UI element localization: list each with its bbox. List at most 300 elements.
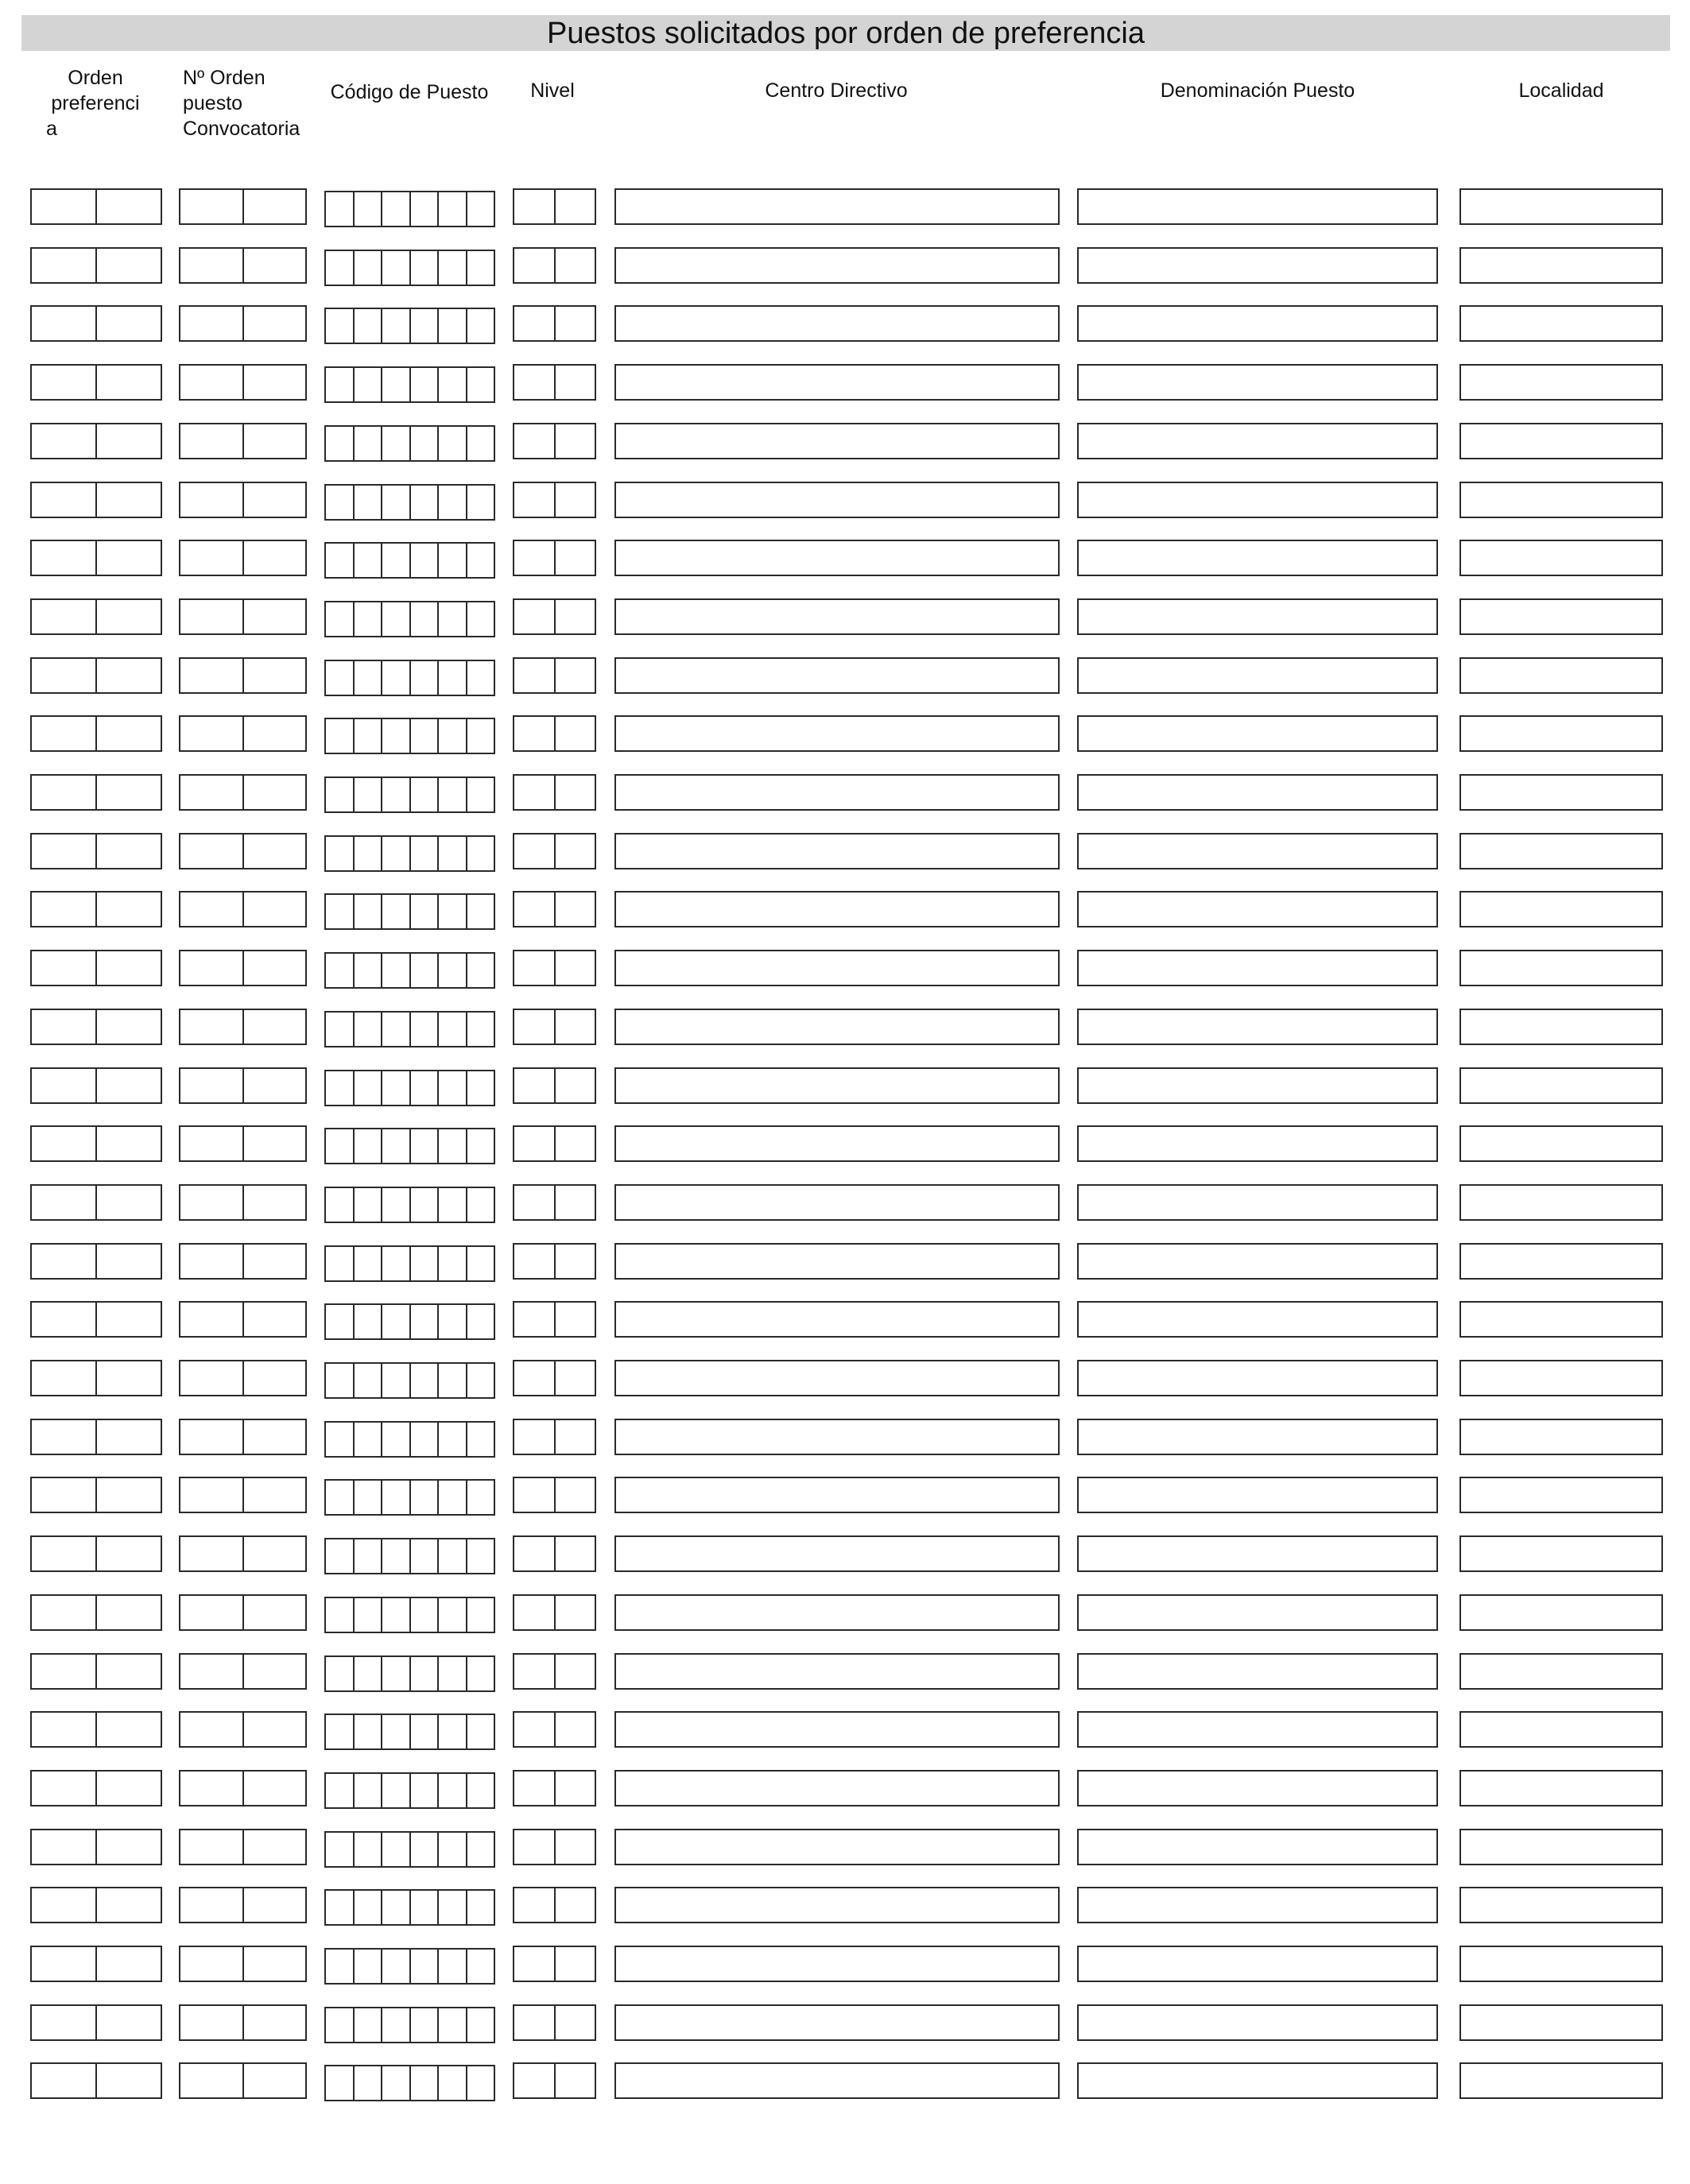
- denominacion-puesto-cell[interactable]: [1079, 659, 1436, 692]
- nivel-cell[interactable]: [514, 1537, 554, 1570]
- codigo-puesto-field[interactable]: [324, 250, 495, 286]
- localidad-field[interactable]: [1459, 1770, 1663, 1806]
- orden-preferencia-field[interactable]: [30, 1301, 162, 1338]
- denominacion-puesto-field[interactable]: [1077, 1477, 1438, 1513]
- orden-preferencia-cell[interactable]: [95, 1420, 161, 1454]
- orden-preferencia-cell[interactable]: [32, 366, 95, 399]
- localidad-field[interactable]: [1459, 1067, 1663, 1104]
- nivel-field[interactable]: [513, 1887, 596, 1923]
- denominacion-puesto-cell[interactable]: [1079, 366, 1436, 399]
- nivel-field[interactable]: [513, 1009, 596, 1045]
- codigo-puesto-field[interactable]: [324, 1070, 495, 1106]
- codigo-puesto-field[interactable]: [324, 2065, 495, 2101]
- nivel-cell[interactable]: [554, 1713, 595, 1746]
- localidad-cell[interactable]: [1461, 1478, 1661, 1512]
- codigo-puesto-cell[interactable]: [437, 1071, 466, 1105]
- centro-directivo-field[interactable]: [614, 1887, 1060, 1923]
- nivel-cell[interactable]: [554, 1186, 595, 1219]
- codigo-puesto-cell[interactable]: [437, 1598, 466, 1632]
- n-orden-puesto-cell[interactable]: [180, 1361, 242, 1395]
- n-orden-puesto-cell[interactable]: [242, 717, 306, 750]
- localidad-field[interactable]: [1459, 305, 1663, 342]
- n-orden-puesto-cell[interactable]: [242, 1713, 306, 1746]
- codigo-puesto-cell[interactable]: [326, 1305, 353, 1338]
- denominacion-puesto-field[interactable]: [1077, 1360, 1438, 1396]
- orden-preferencia-field[interactable]: [30, 305, 162, 342]
- n-orden-puesto-cell[interactable]: [180, 190, 242, 223]
- codigo-puesto-field[interactable]: [324, 1245, 495, 1282]
- codigo-puesto-cell[interactable]: [353, 1715, 382, 1748]
- codigo-puesto-cell[interactable]: [326, 2066, 353, 2100]
- n-orden-puesto-cell[interactable]: [180, 2064, 242, 2097]
- nivel-cell[interactable]: [554, 424, 595, 458]
- denominacion-puesto-cell[interactable]: [1079, 1888, 1436, 1922]
- codigo-puesto-cell[interactable]: [409, 1071, 438, 1105]
- codigo-puesto-field[interactable]: [324, 1128, 495, 1164]
- codigo-puesto-cell[interactable]: [466, 1305, 494, 1338]
- centro-directivo-field[interactable]: [614, 423, 1060, 459]
- orden-preferencia-field[interactable]: [30, 1829, 162, 1865]
- codigo-puesto-cell[interactable]: [381, 1481, 409, 1514]
- n-orden-puesto-cell[interactable]: [242, 776, 306, 809]
- centro-directivo-cell[interactable]: [616, 1127, 1058, 1160]
- nivel-field[interactable]: [513, 2062, 596, 2099]
- codigo-puesto-cell[interactable]: [381, 1950, 409, 1983]
- codigo-puesto-cell[interactable]: [409, 778, 438, 811]
- codigo-puesto-cell[interactable]: [353, 1539, 382, 1573]
- n-orden-puesto-field[interactable]: [179, 1067, 307, 1104]
- codigo-puesto-cell[interactable]: [353, 954, 382, 987]
- orden-preferencia-cell[interactable]: [32, 1478, 95, 1512]
- codigo-puesto-cell[interactable]: [353, 1481, 382, 1514]
- centro-directivo-cell[interactable]: [616, 1772, 1058, 1805]
- codigo-puesto-cell[interactable]: [409, 837, 438, 870]
- codigo-puesto-cell[interactable]: [353, 1657, 382, 1690]
- codigo-puesto-cell[interactable]: [466, 544, 494, 577]
- orden-preferencia-cell[interactable]: [95, 1186, 161, 1219]
- nivel-cell[interactable]: [514, 600, 554, 633]
- centro-directivo-cell[interactable]: [616, 776, 1058, 809]
- centro-directivo-cell[interactable]: [616, 1596, 1058, 1629]
- denominacion-puesto-field[interactable]: [1077, 2004, 1438, 2041]
- nivel-field[interactable]: [513, 715, 596, 752]
- codigo-puesto-cell[interactable]: [466, 1423, 494, 1456]
- orden-preferencia-cell[interactable]: [32, 893, 95, 926]
- centro-directivo-field[interactable]: [614, 1946, 1060, 1982]
- n-orden-puesto-cell[interactable]: [180, 1830, 242, 1864]
- n-orden-puesto-cell[interactable]: [180, 600, 242, 633]
- codigo-puesto-cell[interactable]: [409, 1013, 438, 1046]
- centro-directivo-field[interactable]: [614, 482, 1060, 518]
- orden-preferencia-cell[interactable]: [95, 834, 161, 868]
- denominacion-puesto-cell[interactable]: [1079, 190, 1436, 223]
- orden-preferencia-cell[interactable]: [32, 1186, 95, 1219]
- n-orden-puesto-field[interactable]: [179, 715, 307, 752]
- n-orden-puesto-cell[interactable]: [242, 893, 306, 926]
- nivel-cell[interactable]: [514, 1772, 554, 1805]
- orden-preferencia-cell[interactable]: [95, 893, 161, 926]
- denominacion-puesto-field[interactable]: [1077, 305, 1438, 342]
- n-orden-puesto-cell[interactable]: [180, 1420, 242, 1454]
- centro-directivo-field[interactable]: [614, 1125, 1060, 1162]
- codigo-puesto-cell[interactable]: [326, 1891, 353, 1924]
- orden-preferencia-cell[interactable]: [32, 951, 95, 985]
- codigo-puesto-cell[interactable]: [381, 251, 409, 285]
- orden-preferencia-field[interactable]: [30, 1711, 162, 1748]
- orden-preferencia-cell[interactable]: [95, 1537, 161, 1570]
- codigo-puesto-cell[interactable]: [353, 544, 382, 577]
- codigo-puesto-cell[interactable]: [409, 486, 438, 519]
- denominacion-puesto-cell[interactable]: [1079, 1069, 1436, 1102]
- denominacion-puesto-field[interactable]: [1077, 423, 1438, 459]
- centro-directivo-field[interactable]: [614, 774, 1060, 811]
- localidad-cell[interactable]: [1461, 1772, 1661, 1805]
- n-orden-puesto-cell[interactable]: [180, 1186, 242, 1219]
- n-orden-puesto-cell[interactable]: [180, 541, 242, 575]
- orden-preferencia-field[interactable]: [30, 247, 162, 284]
- nivel-field[interactable]: [513, 423, 596, 459]
- codigo-puesto-cell[interactable]: [409, 1598, 438, 1632]
- orden-preferencia-cell[interactable]: [32, 1655, 95, 1688]
- orden-preferencia-cell[interactable]: [95, 190, 161, 223]
- codigo-puesto-cell[interactable]: [353, 1188, 382, 1222]
- codigo-puesto-field[interactable]: [324, 2007, 495, 2043]
- n-orden-puesto-cell[interactable]: [242, 1888, 306, 1922]
- codigo-puesto-cell[interactable]: [326, 1364, 353, 1397]
- orden-preferencia-cell[interactable]: [32, 483, 95, 517]
- centro-directivo-cell[interactable]: [616, 1830, 1058, 1864]
- codigo-puesto-field[interactable]: [324, 893, 495, 930]
- nivel-field[interactable]: [513, 1184, 596, 1221]
- nivel-cell[interactable]: [554, 1655, 595, 1688]
- n-orden-puesto-field[interactable]: [179, 423, 307, 459]
- centro-directivo-cell[interactable]: [616, 1713, 1058, 1746]
- codigo-puesto-cell[interactable]: [437, 895, 466, 928]
- denominacion-puesto-field[interactable]: [1077, 1125, 1438, 1162]
- codigo-puesto-cell[interactable]: [353, 309, 382, 343]
- codigo-puesto-cell[interactable]: [381, 1774, 409, 1807]
- n-orden-puesto-cell[interactable]: [242, 190, 306, 223]
- denominacion-puesto-field[interactable]: [1077, 950, 1438, 986]
- nivel-cell[interactable]: [554, 1245, 595, 1278]
- codigo-puesto-field[interactable]: [324, 1479, 495, 1516]
- nivel-field[interactable]: [513, 1829, 596, 1865]
- orden-preferencia-cell[interactable]: [32, 1947, 95, 1981]
- nivel-cell[interactable]: [514, 366, 554, 399]
- codigo-puesto-cell[interactable]: [353, 427, 382, 460]
- centro-directivo-cell[interactable]: [616, 893, 1058, 926]
- orden-preferencia-cell[interactable]: [32, 307, 95, 340]
- n-orden-puesto-field[interactable]: [179, 247, 307, 284]
- codigo-puesto-cell[interactable]: [409, 427, 438, 460]
- nivel-field[interactable]: [513, 1360, 596, 1396]
- nivel-field[interactable]: [513, 1301, 596, 1338]
- centro-directivo-field[interactable]: [614, 1770, 1060, 1806]
- denominacion-puesto-cell[interactable]: [1079, 1420, 1436, 1454]
- codigo-puesto-cell[interactable]: [326, 309, 353, 343]
- orden-preferencia-field[interactable]: [30, 188, 162, 225]
- n-orden-puesto-cell[interactable]: [180, 893, 242, 926]
- codigo-puesto-cell[interactable]: [353, 1013, 382, 1046]
- denominacion-puesto-field[interactable]: [1077, 2062, 1438, 2099]
- nivel-field[interactable]: [513, 1535, 596, 1572]
- codigo-puesto-cell[interactable]: [437, 1423, 466, 1456]
- codigo-puesto-cell[interactable]: [326, 1833, 353, 1866]
- denominacion-puesto-cell[interactable]: [1079, 1127, 1436, 1160]
- nivel-field[interactable]: [513, 598, 596, 635]
- centro-directivo-cell[interactable]: [616, 366, 1058, 399]
- n-orden-puesto-cell[interactable]: [242, 1537, 306, 1570]
- localidad-cell[interactable]: [1461, 190, 1661, 223]
- orden-preferencia-field[interactable]: [30, 1360, 162, 1396]
- codigo-puesto-cell[interactable]: [381, 427, 409, 460]
- n-orden-puesto-cell[interactable]: [242, 1420, 306, 1454]
- codigo-puesto-cell[interactable]: [381, 2066, 409, 2100]
- codigo-puesto-cell[interactable]: [466, 1774, 494, 1807]
- codigo-puesto-cell[interactable]: [326, 1013, 353, 1046]
- codigo-puesto-cell[interactable]: [353, 368, 382, 401]
- nivel-field[interactable]: [513, 2004, 596, 2041]
- codigo-puesto-cell[interactable]: [409, 1833, 438, 1866]
- centro-directivo-field[interactable]: [614, 1594, 1060, 1631]
- denominacion-puesto-field[interactable]: [1077, 774, 1438, 811]
- codigo-puesto-cell[interactable]: [381, 1364, 409, 1397]
- n-orden-puesto-field[interactable]: [179, 1419, 307, 1455]
- codigo-puesto-cell[interactable]: [466, 1657, 494, 1690]
- n-orden-puesto-field[interactable]: [179, 1594, 307, 1631]
- n-orden-puesto-field[interactable]: [179, 188, 307, 225]
- centro-directivo-cell[interactable]: [616, 717, 1058, 750]
- nivel-cell[interactable]: [514, 1186, 554, 1219]
- codigo-puesto-field[interactable]: [324, 660, 495, 696]
- n-orden-puesto-field[interactable]: [179, 1009, 307, 1045]
- localidad-field[interactable]: [1459, 247, 1663, 284]
- n-orden-puesto-cell[interactable]: [180, 249, 242, 282]
- codigo-puesto-cell[interactable]: [409, 1305, 438, 1338]
- n-orden-puesto-cell[interactable]: [242, 541, 306, 575]
- nivel-cell[interactable]: [514, 1245, 554, 1278]
- orden-preferencia-cell[interactable]: [32, 1127, 95, 1160]
- centro-directivo-field[interactable]: [614, 833, 1060, 869]
- denominacion-puesto-cell[interactable]: [1079, 1655, 1436, 1688]
- codigo-puesto-cell[interactable]: [381, 602, 409, 636]
- codigo-puesto-cell[interactable]: [381, 486, 409, 519]
- codigo-puesto-field[interactable]: [324, 1772, 495, 1809]
- localidad-cell[interactable]: [1461, 659, 1661, 692]
- codigo-puesto-cell[interactable]: [353, 1598, 382, 1632]
- codigo-puesto-cell[interactable]: [353, 1774, 382, 1807]
- orden-preferencia-field[interactable]: [30, 833, 162, 869]
- n-orden-puesto-cell[interactable]: [180, 1596, 242, 1629]
- orden-preferencia-cell[interactable]: [95, 1772, 161, 1805]
- orden-preferencia-field[interactable]: [30, 1946, 162, 1982]
- codigo-puesto-cell[interactable]: [466, 895, 494, 928]
- centro-directivo-cell[interactable]: [616, 1010, 1058, 1044]
- localidad-cell[interactable]: [1461, 1361, 1661, 1395]
- orden-preferencia-field[interactable]: [30, 1243, 162, 1280]
- codigo-puesto-cell[interactable]: [326, 954, 353, 987]
- n-orden-puesto-cell[interactable]: [180, 659, 242, 692]
- nivel-cell[interactable]: [554, 951, 595, 985]
- codigo-puesto-cell[interactable]: [437, 2066, 466, 2100]
- codigo-puesto-cell[interactable]: [326, 1188, 353, 1222]
- nivel-cell[interactable]: [554, 1478, 595, 1512]
- localidad-cell[interactable]: [1461, 2064, 1661, 2097]
- nivel-cell[interactable]: [514, 2064, 554, 2097]
- centro-directivo-cell[interactable]: [616, 659, 1058, 692]
- n-orden-puesto-cell[interactable]: [180, 1127, 242, 1160]
- centro-directivo-cell[interactable]: [616, 951, 1058, 985]
- nivel-cell[interactable]: [554, 1010, 595, 1044]
- nivel-field[interactable]: [513, 188, 596, 225]
- denominacion-puesto-cell[interactable]: [1079, 776, 1436, 809]
- orden-preferencia-cell[interactable]: [32, 1245, 95, 1278]
- denominacion-puesto-field[interactable]: [1077, 1946, 1438, 1982]
- codigo-puesto-field[interactable]: [324, 1303, 495, 1340]
- codigo-puesto-cell[interactable]: [437, 1539, 466, 1573]
- codigo-puesto-cell[interactable]: [409, 1715, 438, 1748]
- nivel-cell[interactable]: [514, 1303, 554, 1336]
- localidad-field[interactable]: [1459, 1653, 1663, 1690]
- codigo-puesto-cell[interactable]: [353, 1247, 382, 1280]
- n-orden-puesto-cell[interactable]: [242, 1127, 306, 1160]
- n-orden-puesto-field[interactable]: [179, 1535, 307, 1572]
- codigo-puesto-field[interactable]: [324, 1011, 495, 1047]
- denominacion-puesto-field[interactable]: [1077, 833, 1438, 869]
- n-orden-puesto-cell[interactable]: [242, 2006, 306, 2039]
- n-orden-puesto-field[interactable]: [179, 891, 307, 927]
- centro-directivo-cell[interactable]: [616, 1537, 1058, 1570]
- n-orden-puesto-cell[interactable]: [180, 776, 242, 809]
- nivel-field[interactable]: [513, 1067, 596, 1104]
- codigo-puesto-cell[interactable]: [437, 1247, 466, 1280]
- codigo-puesto-cell[interactable]: [409, 1657, 438, 1690]
- orden-preferencia-cell[interactable]: [95, 1830, 161, 1864]
- localidad-cell[interactable]: [1461, 1713, 1661, 1746]
- orden-preferencia-field[interactable]: [30, 598, 162, 635]
- localidad-cell[interactable]: [1461, 541, 1661, 575]
- nivel-cell[interactable]: [514, 659, 554, 692]
- orden-preferencia-cell[interactable]: [32, 1888, 95, 1922]
- localidad-field[interactable]: [1459, 1243, 1663, 1280]
- codigo-puesto-cell[interactable]: [466, 778, 494, 811]
- centro-directivo-cell[interactable]: [616, 1888, 1058, 1922]
- localidad-field[interactable]: [1459, 774, 1663, 811]
- centro-directivo-cell[interactable]: [616, 1361, 1058, 1395]
- centro-directivo-cell[interactable]: [616, 600, 1058, 633]
- n-orden-puesto-cell[interactable]: [180, 834, 242, 868]
- codigo-puesto-cell[interactable]: [466, 251, 494, 285]
- nivel-cell[interactable]: [554, 366, 595, 399]
- codigo-puesto-cell[interactable]: [381, 661, 409, 695]
- nivel-cell[interactable]: [554, 1772, 595, 1805]
- codigo-puesto-cell[interactable]: [437, 1657, 466, 1690]
- codigo-puesto-cell[interactable]: [353, 1305, 382, 1338]
- centro-directivo-field[interactable]: [614, 1009, 1060, 1045]
- localidad-field[interactable]: [1459, 1535, 1663, 1572]
- orden-preferencia-field[interactable]: [30, 1125, 162, 1162]
- codigo-puesto-cell[interactable]: [381, 368, 409, 401]
- codigo-puesto-cell[interactable]: [437, 427, 466, 460]
- centro-directivo-cell[interactable]: [616, 307, 1058, 340]
- codigo-puesto-field[interactable]: [324, 1187, 495, 1223]
- orden-preferencia-cell[interactable]: [95, 2006, 161, 2039]
- orden-preferencia-cell[interactable]: [32, 541, 95, 575]
- codigo-puesto-cell[interactable]: [466, 1891, 494, 1924]
- codigo-puesto-cell[interactable]: [466, 192, 494, 226]
- codigo-puesto-cell[interactable]: [326, 895, 353, 928]
- codigo-puesto-cell[interactable]: [437, 1833, 466, 1866]
- codigo-puesto-cell[interactable]: [466, 1539, 494, 1573]
- nivel-cell[interactable]: [514, 1947, 554, 1981]
- codigo-puesto-cell[interactable]: [466, 1188, 494, 1222]
- nivel-field[interactable]: [513, 1594, 596, 1631]
- n-orden-puesto-cell[interactable]: [180, 1655, 242, 1688]
- denominacion-puesto-field[interactable]: [1077, 1184, 1438, 1221]
- localidad-cell[interactable]: [1461, 1830, 1661, 1864]
- localidad-field[interactable]: [1459, 1419, 1663, 1455]
- nivel-cell[interactable]: [554, 190, 595, 223]
- denominacion-puesto-cell[interactable]: [1079, 1713, 1436, 1746]
- localidad-field[interactable]: [1459, 2004, 1663, 2041]
- codigo-puesto-cell[interactable]: [353, 1129, 382, 1163]
- nivel-cell[interactable]: [514, 307, 554, 340]
- orden-preferencia-cell[interactable]: [95, 366, 161, 399]
- denominacion-puesto-cell[interactable]: [1079, 893, 1436, 926]
- nivel-field[interactable]: [513, 540, 596, 576]
- codigo-puesto-cell[interactable]: [326, 368, 353, 401]
- nivel-cell[interactable]: [514, 1655, 554, 1688]
- n-orden-puesto-field[interactable]: [179, 657, 307, 694]
- codigo-puesto-cell[interactable]: [409, 1950, 438, 1983]
- codigo-puesto-cell[interactable]: [437, 192, 466, 226]
- nivel-cell[interactable]: [514, 1010, 554, 1044]
- nivel-field[interactable]: [513, 1125, 596, 1162]
- centro-directivo-field[interactable]: [614, 598, 1060, 635]
- nivel-cell[interactable]: [554, 776, 595, 809]
- codigo-puesto-cell[interactable]: [326, 1715, 353, 1748]
- nivel-cell[interactable]: [514, 2006, 554, 2039]
- codigo-puesto-cell[interactable]: [381, 1539, 409, 1573]
- codigo-puesto-cell[interactable]: [437, 1013, 466, 1046]
- orden-preferencia-field[interactable]: [30, 1067, 162, 1104]
- codigo-puesto-cell[interactable]: [437, 486, 466, 519]
- nivel-cell[interactable]: [514, 1069, 554, 1102]
- codigo-puesto-cell[interactable]: [381, 1833, 409, 1866]
- localidad-cell[interactable]: [1461, 1186, 1661, 1219]
- codigo-puesto-cell[interactable]: [326, 661, 353, 695]
- orden-preferencia-cell[interactable]: [32, 776, 95, 809]
- nivel-field[interactable]: [513, 1243, 596, 1280]
- localidad-field[interactable]: [1459, 1594, 1663, 1631]
- n-orden-puesto-cell[interactable]: [180, 483, 242, 517]
- localidad-field[interactable]: [1459, 482, 1663, 518]
- localidad-field[interactable]: [1459, 1887, 1663, 1923]
- nivel-cell[interactable]: [554, 2006, 595, 2039]
- orden-preferencia-cell[interactable]: [32, 249, 95, 282]
- n-orden-puesto-field[interactable]: [179, 1125, 307, 1162]
- nivel-cell[interactable]: [514, 190, 554, 223]
- n-orden-puesto-cell[interactable]: [242, 1010, 306, 1044]
- n-orden-puesto-cell[interactable]: [242, 1303, 306, 1336]
- n-orden-puesto-cell[interactable]: [180, 1537, 242, 1570]
- codigo-puesto-cell[interactable]: [466, 486, 494, 519]
- localidad-field[interactable]: [1459, 540, 1663, 576]
- denominacion-puesto-field[interactable]: [1077, 364, 1438, 401]
- codigo-puesto-cell[interactable]: [466, 1481, 494, 1514]
- orden-preferencia-cell[interactable]: [32, 1772, 95, 1805]
- orden-preferencia-cell[interactable]: [95, 1596, 161, 1629]
